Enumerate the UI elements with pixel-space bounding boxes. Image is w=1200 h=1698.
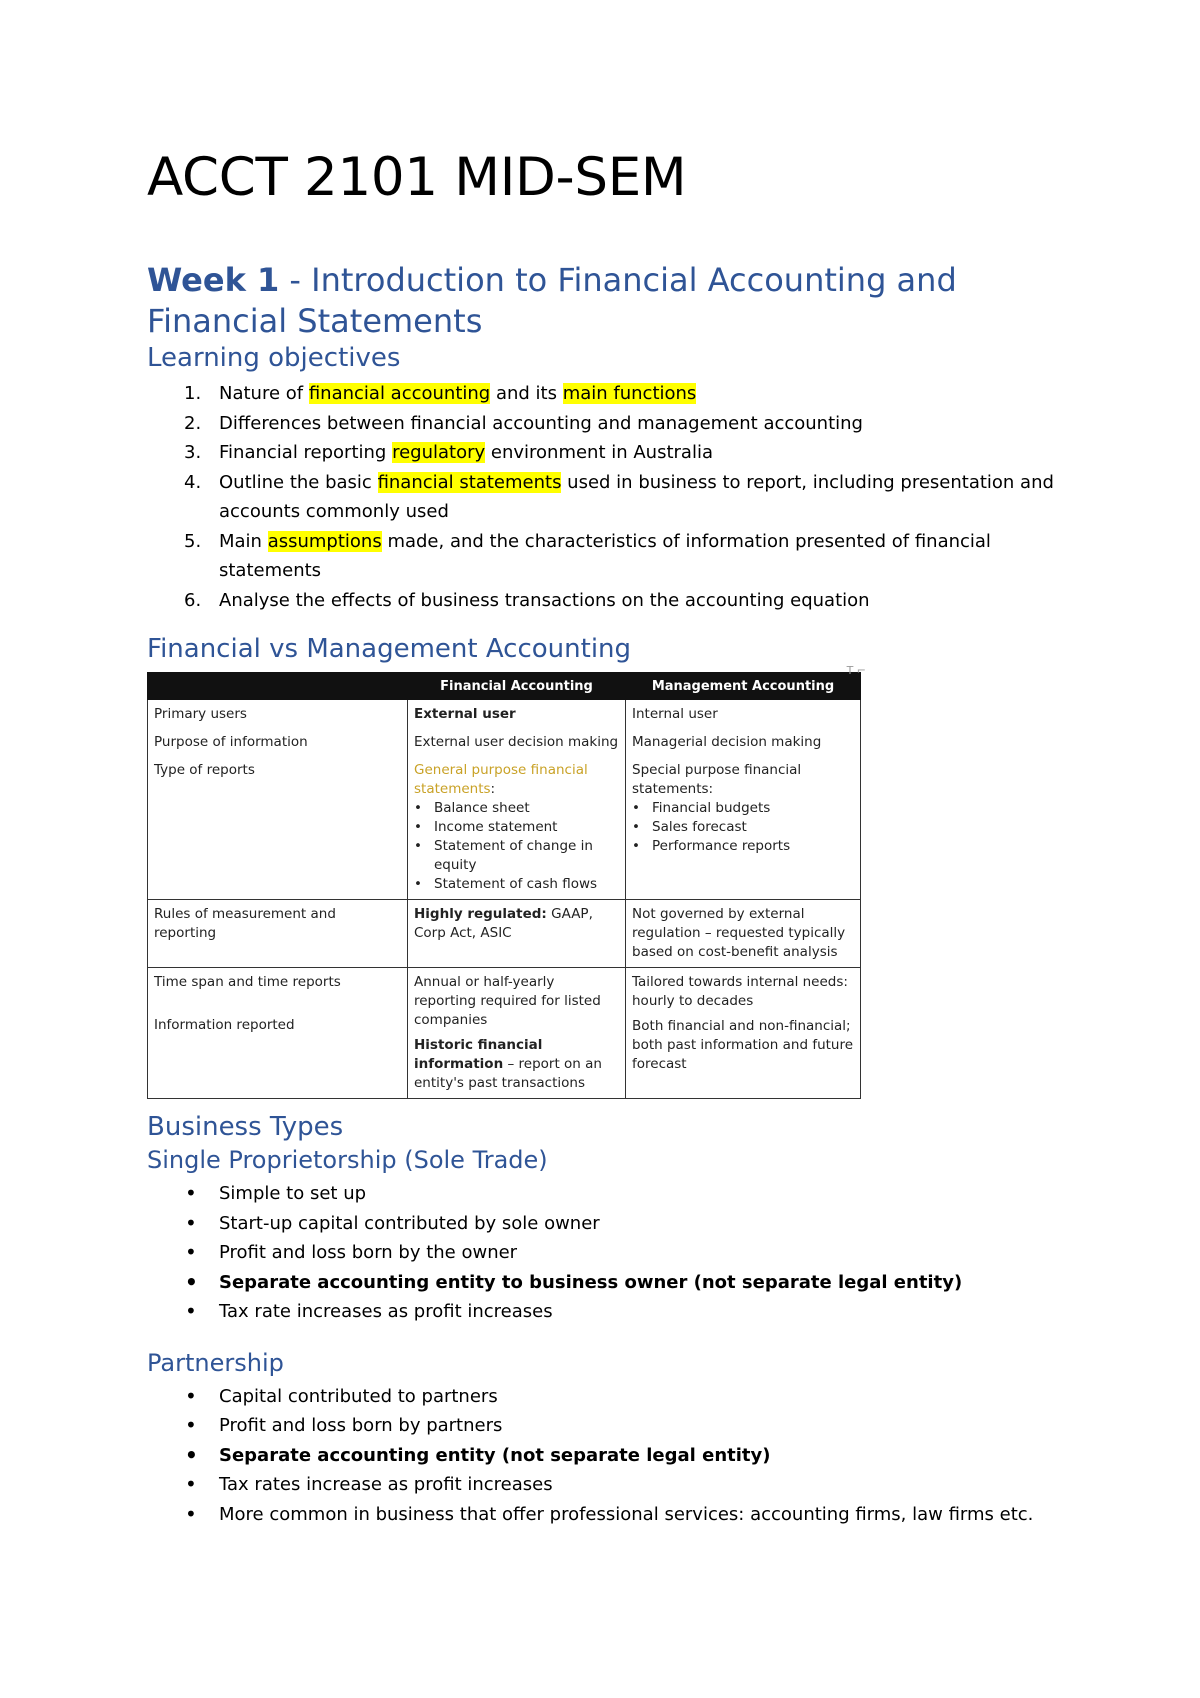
comparison-heading: Financial vs Management Accounting: [147, 634, 632, 664]
management-time: Tailored towards internal needs: hourly to decades: [632, 974, 848, 1009]
objective-text: Outline the basic: [219, 471, 378, 493]
objective-text: used in business to report, including presentation and accounts commonly used: [219, 471, 1054, 522]
financial-cell: [408, 968, 626, 1099]
table-row: [148, 700, 861, 900]
financial-report-item: • Statement of change in equity: [414, 837, 619, 875]
table-row: [148, 968, 861, 1099]
week-label: Week 1: [147, 261, 280, 299]
list-item: • Separate accounting entity to business owner (not separate legal entity): [147, 1268, 1067, 1298]
financial-users: External user: [414, 706, 516, 722]
financial-purpose: External user decision making: [414, 734, 619, 750]
financial-report-item: • Statement of cash flows: [414, 875, 619, 894]
row-label-cell: [148, 700, 408, 900]
comparison-table-image: [147, 664, 866, 1099]
management-purpose: Managerial decision making: [632, 734, 822, 750]
row-label-reports: Type of reports: [154, 762, 255, 778]
management-info: Both financial and non-financial; both past information and future forecast: [632, 1018, 854, 1072]
highlighted-term: main functions: [562, 383, 697, 404]
financial-rules-bold: Highly regulated:: [414, 906, 547, 922]
objective-item: [147, 468, 1067, 527]
objective-number: 2.: [184, 412, 202, 434]
highlighted-term: regulatory: [392, 442, 486, 463]
objective-item: [147, 438, 1067, 468]
management-report-item: • Financial budgets: [632, 799, 854, 818]
objective-number: 4.: [184, 471, 202, 493]
financial-report-list: [414, 799, 619, 894]
financial-info-rest: – report on an entity's past transactions: [414, 1056, 602, 1091]
highlighted-term: assumptions: [267, 530, 382, 552]
management-cell: [626, 700, 861, 900]
objective-number: 1.: [184, 383, 202, 404]
objective-item: [147, 409, 1067, 439]
objective-text: Financial reporting: [219, 442, 393, 463]
management-rules: Not governed by external regulation – requested typically based on cost-benefit analysis: [626, 900, 861, 968]
objective-number: 5.: [184, 530, 202, 552]
objective-text: Analyse the effects of business transactions on the accounting equation: [219, 589, 870, 611]
list-item: • Simple to set up: [147, 1179, 1067, 1209]
management-report-item: • Sales forecast: [632, 818, 854, 837]
list-item: • Start-up capital contributed by sole owner: [147, 1209, 1067, 1239]
financial-report-item: • Balance sheet: [414, 799, 619, 818]
financial-rules-rest: GAAP, Corp Act, ASIC: [414, 906, 593, 941]
objective-number: 6.: [184, 589, 202, 611]
financial-report-item: • Income statement: [414, 818, 619, 837]
row-label-users: Primary users: [154, 706, 247, 722]
document-title: ACCT 2101 MID-SEM: [147, 147, 687, 208]
list-item: • Profit and loss born by partners: [147, 1411, 1067, 1441]
week-separator: -: [279, 261, 312, 299]
list-item: • Tax rate increases as profit increases: [147, 1297, 1067, 1327]
document-body: [147, 140, 1067, 1529]
list-item: • Profit and loss born by the owner: [147, 1238, 1067, 1268]
list-item: • Tax rates increase as profit increases: [147, 1470, 1067, 1500]
objective-text: made, and the characteristics of information presented of financial statements: [219, 530, 991, 581]
management-users: Internal user: [632, 706, 718, 722]
management-report-item: • Performance reports: [632, 837, 854, 856]
objective-number: 3.: [184, 442, 202, 463]
objective-text: Main: [219, 530, 268, 552]
objective-item: [147, 527, 1067, 586]
objective-text: and its: [490, 383, 563, 404]
management-report-list: [632, 799, 854, 856]
table-row: [148, 900, 861, 968]
sole-trade-list: [147, 1179, 1067, 1327]
financial-report-colon: :: [490, 781, 496, 797]
row-label-info: Information reported: [154, 1017, 295, 1033]
corner-mark: T ⌐: [846, 664, 866, 677]
partnership-heading: Partnership: [147, 1348, 284, 1377]
financial-info-bold: Historic financial information: [414, 1037, 543, 1072]
table-header-financial: Financial Accounting: [408, 673, 626, 700]
management-cell: [626, 968, 861, 1099]
highlighted-term: financial accounting: [308, 383, 491, 404]
management-report-title: Special purpose financial statements:: [632, 762, 802, 797]
objective-item: [147, 379, 1067, 409]
comparison-table: [147, 672, 861, 1099]
row-label-cell: [148, 968, 408, 1099]
list-item: • Separate accounting entity (not separate legal entity): [147, 1441, 1067, 1471]
row-label-purpose: Purpose of information: [154, 734, 308, 750]
row-label-rules: Rules of measurement and reporting: [148, 900, 408, 968]
row-label-time: Time span and time reports: [154, 974, 341, 990]
objective-text: environment in Australia: [485, 442, 713, 463]
highlighted-term: financial statements: [377, 471, 562, 493]
financial-rules: [408, 900, 626, 968]
sole-trade-heading: Single Proprietorship (Sole Trade): [147, 1146, 548, 1174]
week-heading: [147, 260, 1067, 342]
list-item: • Capital contributed to partners: [147, 1382, 1067, 1412]
list-item: • More common in business that offer professional services: accounting firms, law firms etc.: [147, 1500, 1067, 1530]
learning-objectives-heading: Learning objectives: [147, 343, 401, 373]
financial-info: [414, 1036, 619, 1093]
learning-objectives-list: [147, 379, 1067, 615]
partnership-list: [147, 1382, 1067, 1530]
objective-item: [147, 586, 1067, 616]
objective-text: Nature of: [219, 383, 309, 404]
table-header-row: [148, 673, 861, 700]
table-header-blank: [148, 673, 408, 700]
table-header-management: Management Accounting: [626, 673, 861, 700]
financial-report-title: General purpose financial statements: [414, 762, 588, 797]
financial-cell: [408, 700, 626, 900]
business-types-heading: Business Types: [147, 1112, 344, 1142]
week-title: Introduction to Financial Accounting and Financial Statements: [147, 261, 957, 340]
financial-report-types: [414, 761, 619, 799]
objective-text: Differences between financial accounting and management accounting: [219, 412, 863, 434]
financial-time: Annual or half-yearly reporting required for listed companies: [414, 974, 601, 1028]
